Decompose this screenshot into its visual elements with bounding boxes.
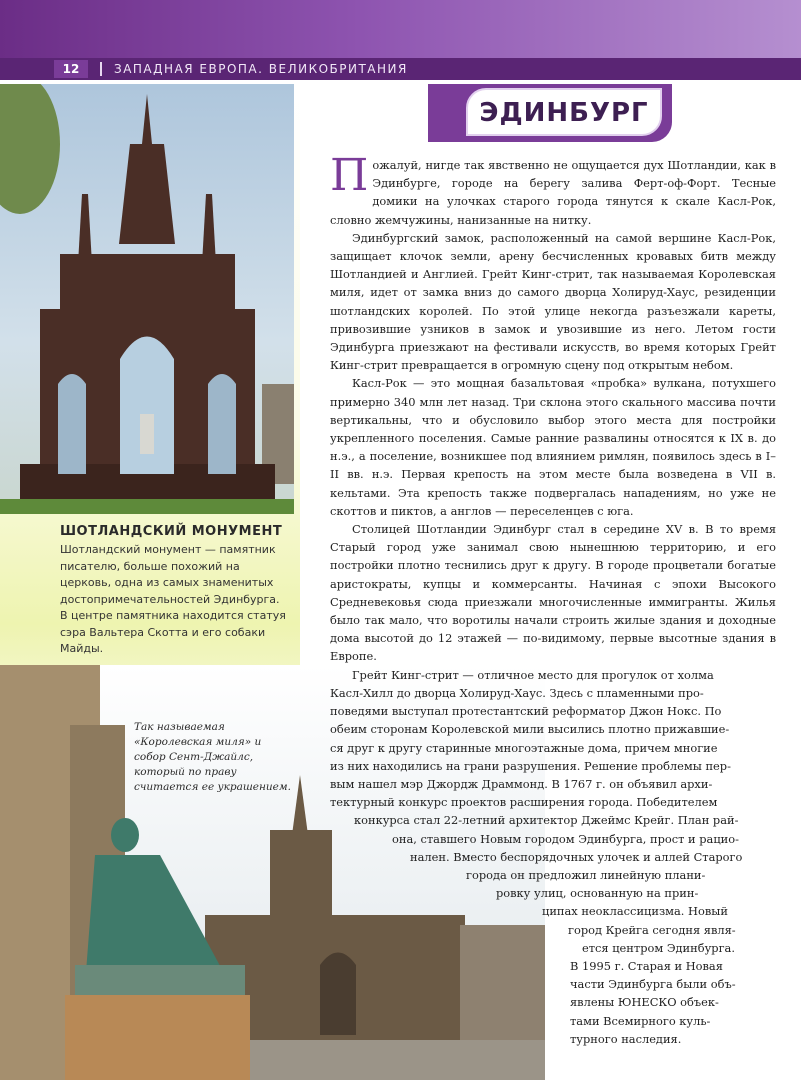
p5-line: из них находились на грани разрушения. Решение проблемы пер- bbox=[330, 758, 731, 773]
paragraph-1 bbox=[330, 150, 776, 229]
section-title: ЗАПАДНАЯ ЕВРОПА. ВЕЛИКОБРИТАНИЯ bbox=[114, 62, 408, 76]
drop-cap: П bbox=[330, 150, 369, 201]
paragraph-1-text: ожалуй, нигде так явственно не ощущается дух Шотландии, как в Эдинбурге, городе на берегу залива Ферт-оф-Форт. Тесные домики на улочках старого города тянутся к скале Касл-Рок, словно жемчужины, нанизанные на нитку. bbox=[330, 158, 776, 227]
p5-line: тами Всемирного куль- bbox=[570, 1013, 711, 1028]
p5-line: ется центром Эдинбурга. bbox=[582, 940, 735, 955]
scott-monument-photo bbox=[0, 84, 294, 514]
p5-line: обеим сторонам Королевской мили высились плотно прижавшие- bbox=[330, 722, 730, 737]
p5-line: ципах неоклассицизма. Новый bbox=[542, 904, 728, 919]
p5-line: города он предложил линейную плани- bbox=[466, 867, 706, 882]
page-number: 12 bbox=[54, 60, 88, 78]
p5-line: она, ставшего Новым городом Эдинбурга, прост и рацио- bbox=[392, 831, 739, 846]
p5-line: нален. Вместо беспорядочных улочек и аллей Старого bbox=[410, 849, 743, 864]
paragraph-3: Касл-Рок — это мощная базальтовая «пробка» вулкана, потухшего примерно 340 млн лет назад. Три склона этого скального массива почти вертикальны, что и обусловило выбор этого места для постройки укрепленного поселения. Самые ранние развалины относятся к IX в. до н.э., а поселение, возникшее под влиянием римлян, появилось здесь в I–II вв. н.э. Первая крепость на этом месте была возведена в VII в. кельтами. Эта крепость также подвергалась нападениям, но уже не скоттов и пиктов, а англов — переселенцев с юга. bbox=[330, 376, 776, 518]
p5-line: явлены ЮНЕСКО объек- bbox=[570, 995, 719, 1010]
page-title: ЭДИНБУРГ bbox=[479, 98, 649, 128]
p5-line: поведями выступал протестантский реформатор Джон Нокс. По bbox=[330, 704, 722, 719]
p5-line: ся друг к другу старинные многоэтажные дома, причем многие bbox=[330, 740, 718, 755]
paragraph-4: Столицей Шотландии Эдинбург стал в середине XV в. В то время Старый город уже занимал свою нынешнюю территорию, и его постройки плотно теснились друг к другу. В городе процветали богатые аристократы, купцы и коммерсанты. Начиная с эпохи Высокого Средневековья сюда приезжали многочисленные иммигранты. Жилья было так мало, что воротилы начали строить жилые здания и доходные дома высотой до 12 этажей — по-видимому, первые высотные здания в Европе. bbox=[330, 522, 776, 664]
p5-line: вым нашел мэр Джордж Драммонд. В 1767 г. он объявил архи- bbox=[330, 776, 713, 791]
article-body bbox=[330, 150, 776, 1048]
p5-line: Касл-Хилл до дворца Холируд-Хаус. Здесь с пламенными про- bbox=[330, 685, 704, 700]
header-divider bbox=[100, 62, 102, 76]
caption-title: ШОТЛАНДСКИЙ МОНУМЕНТ bbox=[60, 524, 283, 539]
p5-line: Грейт Кинг-стрит — отличное место для прогулок от холма bbox=[352, 667, 714, 682]
p5-line: В 1995 г. Старая и Новая bbox=[570, 958, 723, 973]
p5-line: город Крейга сегодня явля- bbox=[568, 922, 736, 937]
paragraph-2: Эдинбургский замок, расположенный на самой вершине Касл-Рок, защищает клочок земли, арену бесчисленных кровавых битв между Шотландией и Англией. Грейт Кинг-стрит, так называемая Королевская миля, идет от замка вниз до самого дворца Холируд-Хаус, резиденции шотландских королей. По этой улице некогда разъезжали кареты, привозившие узников в замок и увозившие из него. Летом гости Эдинбурга приезжают на фестивали искусств, во время которых Грейт Кинг-стрит превращается в огромную сцену под открытым небом. bbox=[330, 230, 776, 373]
p5-line: тектурный конкурс проектов расширения города. Победителем bbox=[330, 795, 718, 810]
p5-line: части Эдинбурга были объ- bbox=[570, 977, 736, 992]
p5-line: ровку улиц, основанную на прин- bbox=[496, 886, 699, 901]
paragraph-5 bbox=[330, 666, 776, 1048]
p5-line: турного наследия. bbox=[570, 1031, 682, 1046]
p5-line: конкурса стал 22-летний архитектор Джеймс Крейг. План рай- bbox=[354, 813, 739, 828]
photo-caption: Так называемая «Королевская миля» и собор Сент-Джайлс, который по праву считается ее украшением. bbox=[134, 721, 291, 793]
caption-text: Шотландский монумент — памятник писателю, больше похожий на церковь, одна из самых знаменитых достопримечательностей Эдинбурга. В центре памятника находится статуя сэра Вальтера Скотта и его собаки Майды. bbox=[60, 543, 286, 655]
